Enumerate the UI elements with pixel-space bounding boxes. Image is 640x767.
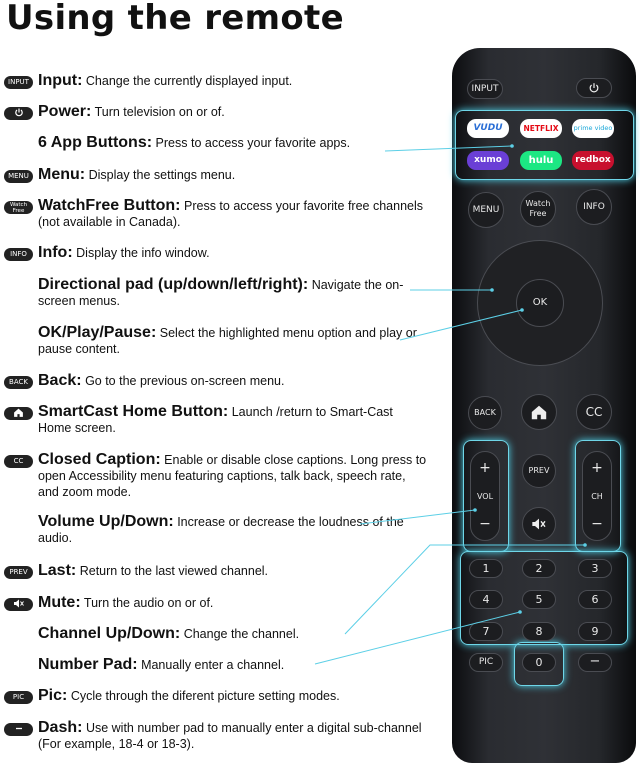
entry-desc: Press to access your favorite apps. — [155, 136, 351, 150]
entry-desc: Turn the audio on or of. — [83, 596, 214, 610]
entry-label: SmartCast Home Button: — [38, 403, 229, 420]
entry-desc: Change the channel. — [183, 627, 300, 641]
watch-free-icon: Watch Free — [4, 201, 33, 214]
digit-3-button[interactable]: 3 — [578, 559, 612, 578]
entry-label: Back: — [38, 372, 82, 389]
digit-5-button[interactable]: 5 — [522, 590, 556, 609]
prev-button[interactable]: PREV — [522, 454, 556, 488]
mute-icon — [531, 517, 547, 531]
digit-6-button[interactable]: 6 — [578, 590, 612, 609]
digit-2-button[interactable]: 2 — [522, 559, 556, 578]
info-button[interactable]: INFO — [576, 189, 612, 225]
entry-watchfree — [38, 198, 428, 230]
home-button[interactable] — [521, 394, 557, 430]
entry-desc: Enable or disable close captions. Long press to open Accessibility menu featuring captions, talk back, speech rate, and zoom mode. — [38, 453, 427, 499]
entry-desc: Launch /return to Smart-Cast Home screen. — [38, 405, 393, 435]
mute-button[interactable] — [522, 507, 556, 541]
entry-mute — [38, 595, 428, 611]
entry-pic — [38, 688, 428, 704]
digit-8-button[interactable]: 8 — [522, 622, 556, 641]
directional-pad[interactable] — [477, 240, 603, 366]
entry-label: Last: — [38, 562, 77, 579]
entry-desc: Cycle through the diferent picture setting modes. — [70, 689, 340, 703]
dash-icon — [4, 723, 33, 736]
home-icon — [530, 403, 548, 421]
prev-icon: PREV — [4, 566, 33, 579]
dash-button[interactable]: − — [578, 653, 612, 672]
channel-up-button[interactable]: + — [591, 460, 603, 476]
volume-rocker[interactable] — [470, 451, 500, 541]
hulu-button[interactable]: hulu — [520, 151, 562, 170]
pic-icon: PIC — [4, 691, 33, 704]
entry-desc: Increase or decrease the loudness of the audio. — [38, 515, 404, 545]
entry-app-buttons — [38, 135, 428, 151]
vudu-button[interactable]: VUDU — [467, 119, 509, 138]
entry-last — [38, 563, 428, 579]
entry-cc — [38, 452, 428, 500]
entry-desc: Return to the last viewed channel. — [79, 564, 269, 578]
entry-desc: Use with number pad to manually enter a digital sub-channel (For example, 18-4 or 18-3). — [38, 721, 422, 751]
input-button[interactable]: INPUT — [467, 79, 503, 99]
entry-power — [38, 104, 428, 120]
entry-desc: Go to the previous on-screen menu. — [85, 374, 285, 388]
entry-info — [38, 245, 428, 261]
cc-button[interactable]: CC — [576, 394, 612, 430]
entry-label: 6 App Buttons: — [38, 134, 153, 151]
digit-0-button[interactable]: 0 — [522, 653, 556, 672]
info-icon: INFO — [4, 248, 33, 261]
power-icon — [588, 82, 600, 94]
prime-video-button[interactable]: prime video — [572, 119, 614, 138]
entry-label: Power: — [38, 103, 92, 120]
watch-free-button[interactable]: Watch Free — [520, 191, 556, 227]
entry-numpad — [38, 657, 428, 673]
mute-icon — [4, 598, 33, 611]
back-icon: BACK — [4, 376, 33, 389]
entry-dash — [38, 720, 428, 752]
entry-home — [38, 404, 428, 436]
entry-desc: Change the currently displayed input. — [85, 74, 293, 88]
entry-label: Volume Up/Down: — [38, 513, 174, 530]
volume-label: VOL — [476, 492, 494, 501]
entry-back — [38, 373, 428, 389]
channel-label: CH — [591, 492, 603, 501]
entry-volume — [38, 514, 428, 546]
menu-button[interactable]: MENU — [468, 192, 504, 228]
input-icon: INPUT — [4, 76, 33, 89]
channel-down-button[interactable]: − — [591, 516, 603, 532]
entry-desc: Turn television on or of. — [94, 105, 225, 119]
entry-menu — [38, 167, 428, 183]
digit-7-button[interactable]: 7 — [469, 622, 503, 641]
entry-dpad — [38, 277, 428, 309]
entry-desc: Press to access your favorite free channels (not available in Canada). — [38, 199, 424, 229]
digit-1-button[interactable]: 1 — [469, 559, 503, 578]
pic-button[interactable]: PIC — [469, 653, 503, 672]
entry-label: Input: — [38, 72, 83, 89]
entry-desc: Display the settings menu. — [88, 168, 236, 182]
channel-rocker[interactable] — [582, 451, 612, 541]
entry-label: Directional pad (up/down/left/right): — [38, 276, 309, 293]
entry-desc: Display the info window. — [76, 246, 210, 260]
volume-down-button[interactable]: − — [479, 516, 491, 532]
entry-desc: Manually enter a channel. — [141, 658, 285, 672]
digit-9-button[interactable]: 9 — [578, 622, 612, 641]
entry-ok — [38, 325, 428, 357]
entry-desc: Select the highlighted menu option and play or pause content. — [38, 326, 417, 356]
entry-label: WatchFree Button: — [38, 197, 181, 214]
entry-input — [38, 73, 428, 89]
entry-label: Info: — [38, 244, 73, 261]
entry-label: Number Pad: — [38, 656, 138, 673]
xumo-button[interactable]: xumo — [467, 151, 509, 170]
entry-desc: Navigate the on-screen menus. — [38, 278, 404, 308]
menu-icon: MENU — [4, 170, 33, 183]
entry-label: Closed Caption: — [38, 451, 161, 468]
entry-label: Dash: — [38, 719, 83, 736]
entry-label: Pic: — [38, 687, 68, 704]
power-button[interactable] — [576, 78, 612, 98]
volume-up-button[interactable]: + — [479, 460, 491, 476]
entry-label: OK/Play/Pause: — [38, 324, 157, 341]
entry-channel — [38, 626, 428, 642]
page-title: Using the remote — [6, 0, 344, 38]
ok-button[interactable]: OK — [516, 279, 564, 327]
remote-control — [452, 48, 636, 763]
cc-icon: CC — [4, 455, 33, 468]
home-icon — [4, 407, 33, 420]
redbox-button[interactable]: redbox — [572, 151, 614, 170]
entry-label: Menu: — [38, 166, 86, 183]
back-button[interactable]: BACK — [468, 396, 502, 430]
netflix-button[interactable]: NETFLIX — [520, 119, 562, 138]
digit-4-button[interactable]: 4 — [469, 590, 503, 609]
entry-label: Channel Up/Down: — [38, 625, 181, 642]
power-icon — [4, 107, 33, 120]
entry-label: Mute: — [38, 594, 81, 611]
